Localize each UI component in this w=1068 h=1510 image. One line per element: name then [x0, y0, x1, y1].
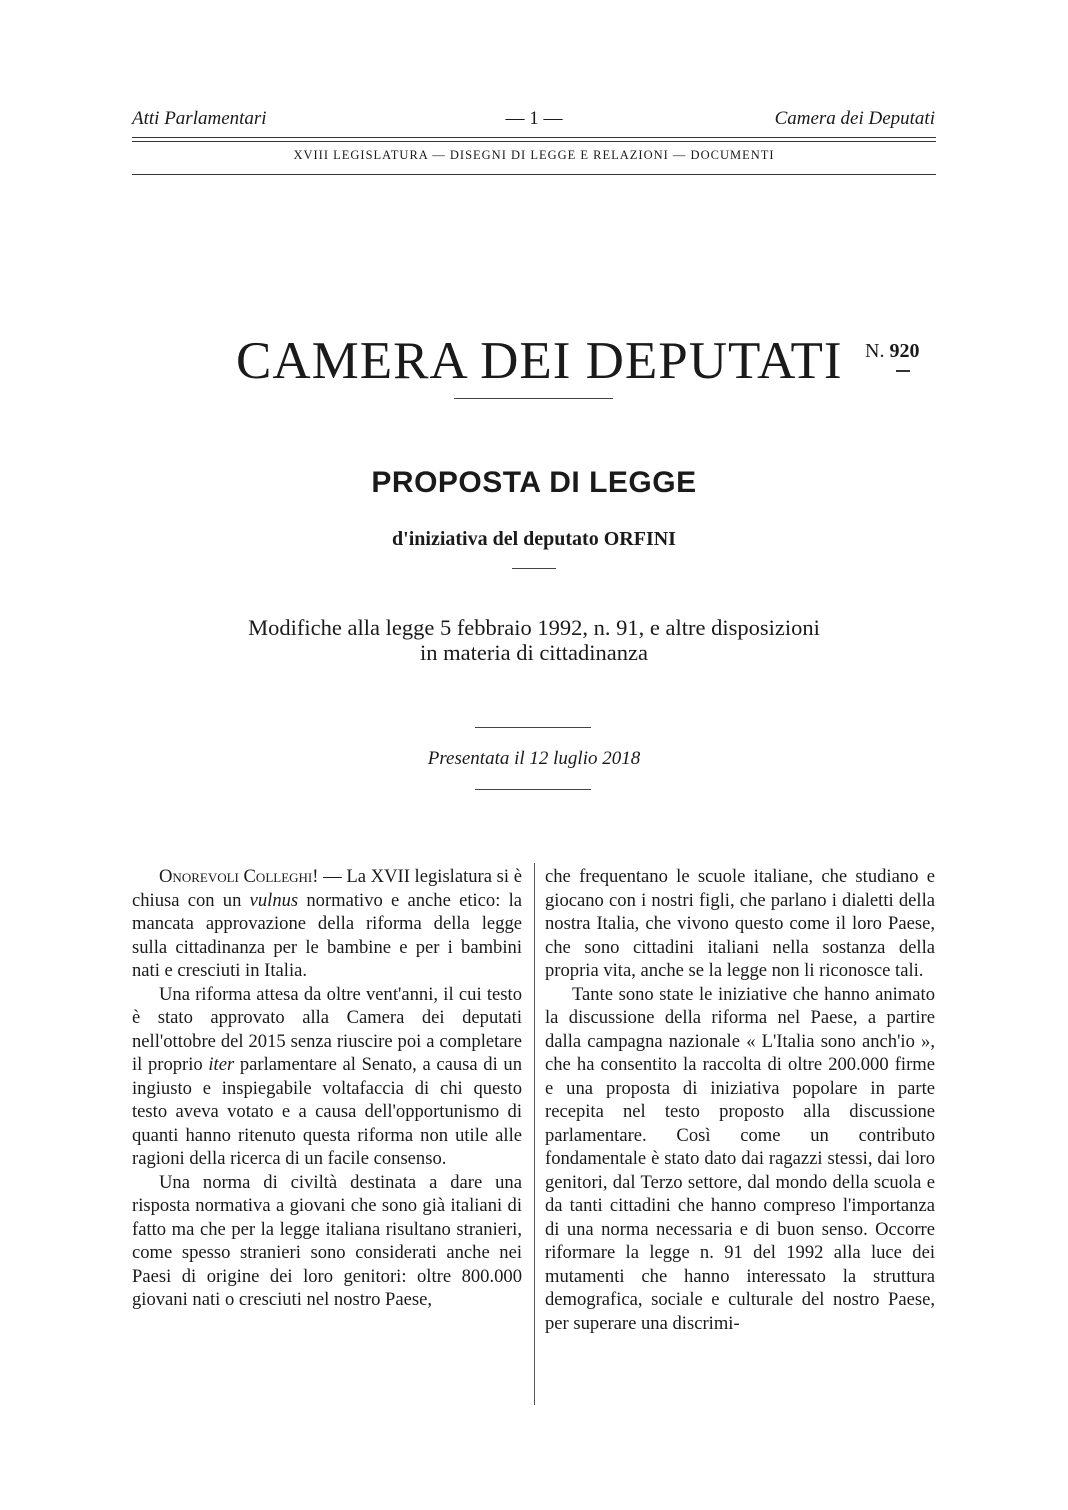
- column-divider: [534, 863, 535, 1405]
- title-block: [0, 326, 1068, 396]
- paragraph: [132, 865, 522, 983]
- page-number: — 1 —: [505, 108, 563, 129]
- paragraph-text: ! — La XVII legislatura si è chiusa con un: [132, 866, 522, 911]
- paragraph: Tante sono state le iniziative che hanno animato la discussione della riforma nel Paese, a partire dalla campagna nazionale « L'Italia sono anch'io », che ha consentito la raccolta di oltre 200.000 firme e una proposta di iniziativa popolare in parte recepita nel testo proposto alla discussione parlamentare. Così come un contributo fondamentale è stato dato dai ragazzi stessi, dai loro genitori, dal Terzo settore, dal mondo della scuola e da tanti cittadini che hanno compreso l'importanza di una norma necessaria e di buon senso. Occorre riformare la legge n. 91 del 1992 alla luce dei mutamenti che hanno interessato la struttura demografica, sociale e culturale del nostro Paese, per superare una discrimi-: [545, 983, 935, 1334]
- paragraph-text: Una riforma attesa da oltre vent'anni, il cui testo è stato approvato alla Camera dei deputati nell'ottobre del 2015 senza riuscire poi a completare il proprio: [132, 983, 522, 1075]
- bill-initiative: d'iniziativa del deputato ORFINI: [392, 528, 676, 550]
- header-rule-top: [132, 137, 936, 138]
- chamber-title: CAMERA DEI DEPUTATI: [236, 332, 843, 390]
- title-rule: [454, 398, 613, 399]
- presentation-date: Presentata il 12 luglio 2018: [427, 748, 641, 769]
- salutation: Onorevoli Colleghi: [159, 866, 313, 887]
- paragraph-italic: iter: [208, 1054, 235, 1075]
- header-right: Camera dei Deputati: [774, 108, 935, 129]
- sub-header: XVIII LEGISLATURA — DISEGNI DI LEGGE E RELAZIONI — DOCUMENTI: [293, 148, 775, 162]
- body-column-left: [132, 865, 522, 1312]
- paragraph: [132, 983, 522, 1171]
- paragraph: Una norma di civiltà destinata a dare una risposta normativa a giovani che sono già italiani di fatto ma che per la legge italiana risultano stranieri, come spesso stranieri sono considerati anche nei Paesi di origine dei loro genitori: oltre 800.000 giovani nati o cresciuti nel nostro Paese,: [132, 1171, 522, 1310]
- body-column-right: [545, 865, 935, 1335]
- initiative-rule: [512, 568, 556, 569]
- bill-type: PROPOSTA DI LEGGE: [371, 466, 697, 499]
- bill-number: [865, 340, 919, 363]
- bill-number-dash: [896, 370, 910, 372]
- bill-number-prefix: N.: [865, 340, 885, 362]
- bill-subject: [0, 615, 1068, 665]
- paragraph-italic: vulnus: [249, 889, 299, 911]
- bill-subject-line-2: in materia di cittadinanza: [419, 640, 649, 665]
- header-left: Atti Parlamentari: [132, 108, 267, 129]
- date-rule: [475, 789, 591, 790]
- header-rule-bottom: [132, 174, 936, 175]
- subject-rule: [475, 727, 591, 728]
- paragraph-text: normativo e anche etico: la mancata approvazione della riforma della legge sulla cittadinanza per le bambine e per i bambini nati e cresciuti in Italia.: [132, 889, 523, 981]
- paragraph-text: parlamentare al Senato, a causa di un ingiusto e inspiegabile voltafaccia di chi questo testo aveva votato e a causa dell'opportunismo di quanti hanno ritenuto questa riforma non utile alle ragioni della ricerca di un facile consenso.: [132, 1054, 522, 1169]
- bill-subject-line-1: Modifiche alla legge 5 febbraio 1992, n. 91, e altre disposizioni: [248, 615, 820, 640]
- bill-number-value: 920: [889, 340, 920, 362]
- header-rule-top-double: [132, 141, 936, 142]
- paragraph: che frequentano le scuole italiane, che studiano e giocano con i nostri figli, che parlano i dialetti della nostra Italia, che vivono questo come il loro Paese, che sono cittadini italiani nella sostanza della propria vita, anche se la legge non li riconosce tali.: [545, 866, 935, 981]
